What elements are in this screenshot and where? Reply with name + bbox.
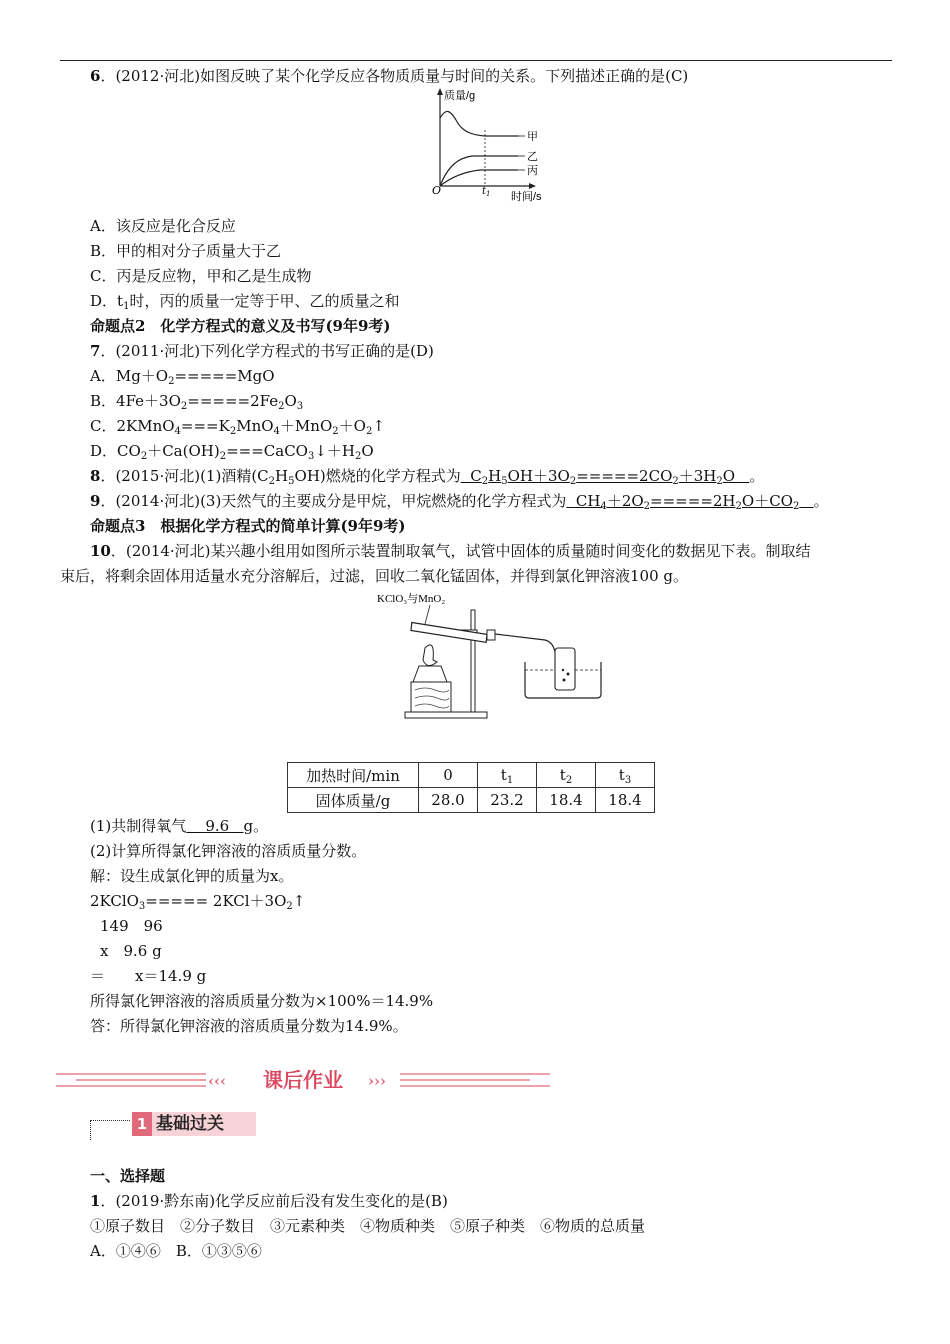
q6-number: 6 (90, 67, 101, 85)
table-header-mass: 固体质量/g (288, 788, 419, 813)
flame (423, 645, 437, 666)
top-rule (60, 60, 892, 61)
table-cell: 18.4 (537, 788, 596, 813)
q10-solution: 解：设生成氯化钾的质量为x。 (90, 867, 294, 885)
q8-answer: $C_2H_5OH+3O_2=====2CO_2+3H_2O$ (460, 467, 750, 487)
q7-option-d: D．$CO_2+Ca(OH)_2===CaCO_3↓+H_2O$ (90, 442, 374, 462)
oxygen-apparatus-figure (375, 590, 615, 720)
table-cell: 23.2 (478, 788, 537, 813)
point2-heading: 命题点2 化学方程式的意义及书写(9年9考) (90, 317, 391, 335)
section-number: 1 (132, 1112, 152, 1136)
banner-right-arrows: ››› (368, 1072, 386, 1090)
table-cell: $t_1$ (478, 763, 537, 788)
banner-title: 课后作业 (263, 1068, 343, 1092)
t1-label: $t_1$ (482, 186, 491, 198)
q10-stem-line2: 束后，将剩余固体用适量水充分溶解后，过滤，回收二氧化锰固体，并得到氯化钾溶液100 g。 (60, 567, 689, 585)
table-cell: $t_3$ (596, 763, 655, 788)
hq1-items: ①原子数目 ②分子数目 ③元素种类 ④物质种类 ⑤原子种类 ⑥物质的总质量 (90, 1217, 646, 1235)
q10-sub1: (1)共制得氧气 9.6 g。 (90, 817, 269, 835)
section-title: 基础过关 (152, 1112, 256, 1136)
curve-jia (440, 111, 518, 136)
stand-rod (471, 610, 475, 712)
q6-option-d: D．$t_1$时，丙的质量一定等于甲、乙的质量之和 (90, 292, 400, 312)
stand-base (405, 712, 487, 718)
table-cell: $t_2$ (537, 763, 596, 788)
banner-left-arrows: ‹‹‹ (208, 1072, 226, 1090)
q6-text: ．(2012·河北)如图反映了某个化学反应各物质质量与时间的关系。下列描述正确的是(C) (100, 67, 689, 85)
apparatus-label: KClO₃与MnO₂ (377, 593, 446, 605)
hq1-stem: 1．(2019·黔东南)化学反应前后没有发生变化的是(B) (90, 1192, 448, 1210)
table-cell: 0 (419, 763, 478, 788)
lamp-top (413, 666, 447, 682)
q7-option-a: A．$Mg+O_2=====MgO$ (90, 367, 275, 387)
q7-option-b: B．$4Fe+3O_2=====2Fe_2O_3$ (90, 392, 304, 412)
q7-stem: 7．(2011·河北)下列化学方程式的书写正确的是(D) (90, 342, 434, 360)
q6-option-c: C．丙是反应物，甲和乙是生成物 (90, 267, 312, 285)
q10-values: x 9.6 g (100, 942, 162, 960)
test-tube (411, 622, 488, 642)
curve-label-yi: 乙 (527, 150, 538, 163)
q9-answer: $CH_4+2O_2=====2H_2O+CO_2$ (566, 492, 800, 512)
origin-label: O (432, 184, 442, 197)
curve-bing (440, 170, 518, 186)
y-axis-arrow (437, 88, 443, 95)
x-axis-label: 时间/s (511, 191, 542, 203)
q10-percent: 所得氯化钾溶液的溶质质量分数为×100%＝14.9% (90, 992, 434, 1010)
solid-mass-table (287, 762, 655, 813)
q6-option-a: A．该反应是化合反应 (90, 217, 236, 235)
section-basic (90, 1110, 260, 1144)
q10-ratio: ＝ x＝14.9 g (90, 967, 207, 985)
table-header-time: 加热时间/min (288, 763, 419, 788)
q10-answer: 答：所得氯化钾溶液的溶质质量分数为14.9%。 (90, 1017, 408, 1035)
table-cell: 18.4 (596, 788, 655, 813)
q7-option-c: C．$2KMnO_4===K_2MnO_4+MnO_2+O_2↑$ (90, 417, 385, 437)
curve-label-bing: 丙 (527, 164, 538, 177)
gas-collection-bottle (555, 648, 575, 690)
part1-heading: 一、选择题 (90, 1167, 166, 1185)
q10-molar-masses: 149 96 (100, 917, 163, 935)
q8-stem: 8．(2015·河北)(1)酒精$(C_2H_5OH)$燃烧的化学方程式为 $C_2H_5OH+3O_2=====2CO_2+3H_2O$ 。 (90, 467, 765, 487)
q6-stem (90, 65, 688, 87)
curve-label-jia: 甲 (527, 130, 538, 143)
q10-equation: 2KClO$_3$===== $2KCl+3O_2↑$ (90, 892, 306, 912)
x-axis-arrow (529, 183, 536, 189)
q10-sub2: (2)计算所得氯化钾溶液的溶质质量分数。 (90, 842, 367, 860)
point3-heading: 命题点3 根据化学方程式的简单计算(9年9考) (90, 517, 406, 535)
table-row-time (288, 763, 655, 788)
q10-sub1-answer: 9.6 (205, 817, 230, 835)
q10-stem-line1: 10．(2014·河北)某兴趣小组用如图所示装置制取氧气，试管中固体的质量随时间变化的数据见下表。制取结 (90, 542, 811, 560)
homework-banner (56, 1062, 550, 1096)
q6-option-b: B．甲的相对分子质量大于乙 (90, 242, 282, 260)
hq1-options: A．①④⑥ B．①③⑤⑥ (90, 1242, 262, 1260)
table-cell: 28.0 (419, 788, 478, 813)
q9-stem: 9．(2014·河北)(3)天然气的主要成分是甲烷，甲烷燃烧的化学方程式为 $CH_4+2O_2=====2H_2O+CO_2$ 。 (90, 492, 829, 512)
mass-time-graph (420, 86, 570, 206)
table-row-mass (288, 788, 655, 813)
stopper (487, 630, 495, 640)
curve-yi (440, 156, 518, 186)
y-axis-label: 质量/g (444, 90, 476, 102)
